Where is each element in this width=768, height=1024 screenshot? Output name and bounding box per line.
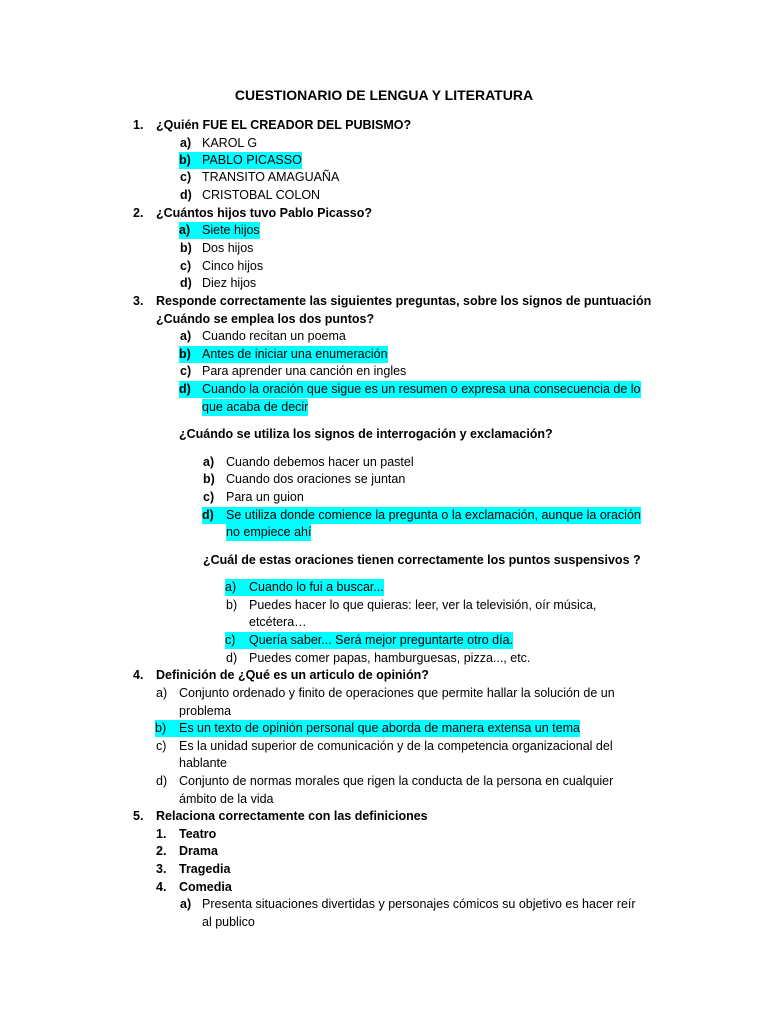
option-text: Para un guion xyxy=(226,490,304,504)
option-text: etcétera… xyxy=(249,615,307,629)
option-label: a) xyxy=(156,686,168,700)
option-text: Presenta situaciones divertidas y personajes cómicos su objetivo es hacer reír xyxy=(202,897,636,911)
option-text-highlighted: Cuando lo fui a buscar... xyxy=(249,580,384,594)
option-text: Conjunto de normas morales que rigen la conducta de la persona en cualquier xyxy=(179,774,614,788)
option-label: d) xyxy=(179,381,202,398)
question-number: 4. xyxy=(133,668,144,682)
option-label: a) xyxy=(180,897,192,911)
option-text: TRANSITO AMAGUAÑA xyxy=(202,170,340,184)
subquestion-text: ¿Cuál de estas oraciones tienen correctamente los puntos suspensivos ? xyxy=(203,553,641,567)
option-text: CRISTOBAL COLON xyxy=(202,188,321,202)
option-label: b) xyxy=(155,720,179,737)
option-label: a) xyxy=(180,136,192,150)
question-text: Responde correctamente las siguientes preguntas, sobre los signos de puntuación xyxy=(156,294,652,308)
option-label: a) xyxy=(180,329,192,343)
option-label: d) xyxy=(180,276,192,290)
option-text-highlighted: PABLO PICASSO xyxy=(202,153,302,167)
option-text-highlighted: Quería saber... Será mejor preguntarte otro día. xyxy=(249,633,514,647)
document-title: CUESTIONARIO DE LENGUA Y LITERATURA xyxy=(234,87,534,103)
option-text: KAROL G xyxy=(202,136,258,150)
option-label: c) xyxy=(180,170,192,184)
option-label: b) xyxy=(179,346,202,363)
option-label: c) xyxy=(180,364,192,378)
option-label: b) xyxy=(179,152,202,169)
option-text: Cuando dos oraciones se juntan xyxy=(226,472,406,486)
option-text-highlighted: Antes de iniciar una enumeración xyxy=(202,347,388,361)
option-text: Conjunto ordenado y finito de operaciones que permite hallar la solución de un xyxy=(179,686,615,700)
option-label: c) xyxy=(156,739,167,753)
option-label: a) xyxy=(179,222,202,239)
option-label: c) xyxy=(225,632,249,649)
option-text: hablante xyxy=(179,756,227,770)
option-text: problema xyxy=(179,704,232,718)
item-label: 1. xyxy=(156,827,167,841)
option-label: d) xyxy=(226,651,238,665)
option-text: Puedes comer papas, hamburguesas, pizza..., etc. xyxy=(249,651,531,665)
option-label: b) xyxy=(180,241,192,255)
option-text-highlighted: que acaba de decir xyxy=(202,400,309,414)
question-number: 3. xyxy=(133,294,144,308)
option-text: Diez hijos xyxy=(202,276,257,290)
option-text: Dos hijos xyxy=(202,241,254,255)
subquestion-text: ¿Cuándo se utiliza los signos de interrogación y exclamación? xyxy=(179,427,553,441)
item-text: Comedia xyxy=(179,880,232,894)
option-label: b) xyxy=(203,472,215,486)
item-text: Teatro xyxy=(179,827,217,841)
option-text: al publico xyxy=(202,915,255,929)
option-text: ámbito de la vida xyxy=(179,792,274,806)
question-number: 1. xyxy=(133,118,144,132)
option-text-highlighted: Es un texto de opinión personal que aborda de manera extensa un tema xyxy=(179,721,580,735)
option-text: Cuando recitan un poema xyxy=(202,329,346,343)
option-text: Puedes hacer lo que quieras: leer, ver la televisión, oír música, xyxy=(249,598,597,612)
subquestion-text: ¿Cuándo se emplea los dos puntos? xyxy=(156,312,375,326)
option-text-highlighted: no empiece ahí xyxy=(226,525,312,539)
option-label: b) xyxy=(226,598,238,612)
question-text: Definición de ¿Qué es un articulo de opinión? xyxy=(156,668,429,682)
option-label: c) xyxy=(203,490,215,504)
option-text-highlighted: Cuando la oración que sigue es un resumen o expresa una consecuencia de lo xyxy=(202,382,641,396)
option-label: a) xyxy=(203,455,215,469)
option-text: Es la unidad superior de comunicación y de la competencia organizacional del xyxy=(179,739,613,753)
question-number: 2. xyxy=(133,206,144,220)
item-label: 3. xyxy=(156,862,167,876)
option-text: Para aprender una canción en ingles xyxy=(202,364,407,378)
option-label: d) xyxy=(156,774,168,788)
option-text: Cuando debemos hacer un pastel xyxy=(226,455,414,469)
option-label: a) xyxy=(225,579,249,596)
question-text: ¿Cuántos hijos tuvo Pablo Picasso? xyxy=(156,206,373,220)
question-text: ¿Quién FUE EL CREADOR DEL PUBISMO? xyxy=(156,118,412,132)
item-label: 2. xyxy=(156,844,167,858)
item-text: Drama xyxy=(179,844,218,858)
item-text: Tragedia xyxy=(179,862,231,876)
question-text: Relaciona correctamente con las definiciones xyxy=(156,809,428,823)
option-text-highlighted: Se utiliza donde comience la pregunta o la exclamación, aunque la oración xyxy=(226,508,641,522)
option-label: d) xyxy=(202,507,226,524)
question-number: 5. xyxy=(133,809,144,823)
option-text: Cinco hijos xyxy=(202,259,264,273)
option-label: d) xyxy=(180,188,192,202)
option-label: c) xyxy=(180,259,192,273)
option-text-highlighted: Siete hijos xyxy=(202,223,260,237)
item-label: 4. xyxy=(156,880,167,894)
